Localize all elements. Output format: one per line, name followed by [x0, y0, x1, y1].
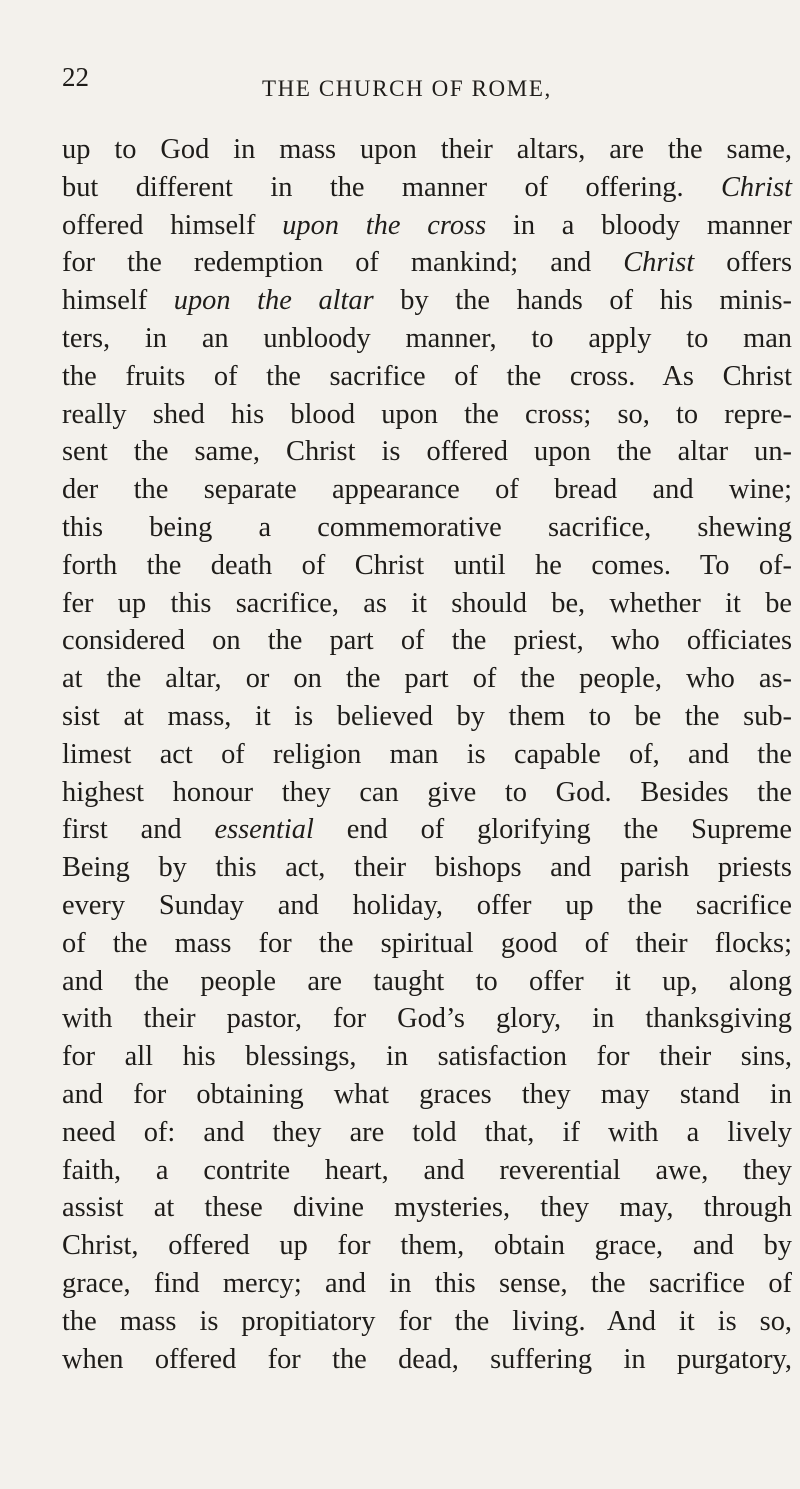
- italic-phrase: Christ: [720, 171, 792, 203]
- text-line: [62, 887, 792, 925]
- text-line: [62, 622, 792, 660]
- text-line: [62, 698, 792, 736]
- text-run: first and: [62, 814, 215, 846]
- text-run: offered himself: [62, 209, 283, 241]
- text-run: at the altar, or on the part of the people, who as-: [62, 663, 792, 695]
- running-title: THE CHURCH OF ROME,: [262, 76, 552, 101]
- text-run: forth the death of Christ until he comes. To of-: [62, 549, 792, 581]
- text-run: highest honour they can give to God. Besides the: [62, 776, 792, 808]
- text-line: [62, 1265, 792, 1303]
- text-line: [62, 396, 792, 434]
- text-run: himself: [62, 285, 174, 317]
- text-line: [62, 244, 792, 282]
- text-run: Christ, offered up for them, obtain grace, and by: [62, 1230, 792, 1262]
- text-run: when offered for the dead, suffering in purgatory,: [62, 1343, 792, 1375]
- text-run: this being a commemorative sacrifice, shewing: [62, 511, 792, 543]
- text-run: assist at these divine mysteries, they may, through: [62, 1192, 792, 1224]
- text-run: Being by this act, their bishops and parish priests: [62, 852, 792, 884]
- text-run: by the hands of his minis-: [373, 285, 792, 317]
- text-line: [62, 925, 792, 963]
- text-run: sist at mass, it is believed by them to be the sub-: [62, 700, 792, 732]
- text-line: [62, 1000, 792, 1038]
- text-line: [62, 131, 792, 169]
- text-run: for all his blessings, in satisfaction for their sins,: [62, 1041, 792, 1073]
- text-run: the mass is propitiatory for the living. And it is so,: [62, 1305, 792, 1337]
- text-line: [62, 736, 792, 774]
- text-line: [62, 1303, 792, 1341]
- text-run: but different in the manner of offering.: [62, 171, 721, 203]
- text-run: grace, find mercy; and in this sense, the sacrifice of: [62, 1267, 792, 1299]
- text-line: [62, 849, 792, 887]
- text-line: [62, 1189, 792, 1227]
- text-line: [62, 1152, 792, 1190]
- text-run: really shed his blood upon the cross; so, to repre-: [62, 398, 792, 430]
- text-line: [62, 169, 792, 207]
- text-line: [62, 774, 792, 812]
- text-line: [62, 358, 792, 396]
- text-line: [62, 963, 792, 1001]
- italic-phrase: essential: [214, 814, 314, 846]
- text-line: [62, 433, 792, 471]
- text-run: and the people are taught to offer it up, along: [62, 965, 792, 997]
- text-run: der the separate appearance of bread and wine;: [62, 474, 792, 506]
- text-run: considered on the part of the priest, who officiates: [62, 625, 792, 657]
- text-line: [62, 585, 792, 623]
- text-line: [62, 207, 792, 245]
- text-run: faith, a contrite heart, and reverential awe, they: [62, 1154, 792, 1186]
- text-line: [62, 509, 792, 547]
- page-number: 22: [62, 62, 89, 92]
- text-line: [62, 1341, 792, 1379]
- text-line: [62, 1227, 792, 1265]
- text-run: for the redemption of mankind; and: [62, 247, 624, 279]
- text-line: [62, 660, 792, 698]
- text-run: ters, in an unbloody manner, to apply to man: [62, 322, 792, 354]
- text-run: offers: [694, 247, 792, 279]
- text-run: the fruits of the sacrifice of the cross. As Christ: [62, 360, 792, 392]
- text-run: of the mass for the spiritual good of their flocks;: [62, 927, 792, 959]
- text-run: need of: and they are told that, if with a lively: [62, 1116, 792, 1148]
- text-run: up to God in mass upon their altars, are the same,: [62, 134, 792, 165]
- text-run: sent the same, Christ is offered upon the altar un-: [62, 436, 792, 468]
- text-line: [62, 1038, 792, 1076]
- text-line: [62, 1114, 792, 1152]
- text-line: [62, 471, 792, 509]
- text-line: [62, 1076, 792, 1114]
- text-run: end of glorifying the Supreme: [313, 814, 792, 846]
- italic-phrase: Christ: [623, 247, 695, 279]
- text-run: every Sunday and holiday, offer up the sacrifice: [62, 889, 792, 921]
- text-line: [62, 282, 792, 320]
- text-run: in a bloody manner: [486, 209, 792, 241]
- text-run: and for obtaining what graces they may stand in: [62, 1078, 792, 1110]
- text-line: [62, 811, 792, 849]
- italic-phrase: upon the altar: [173, 285, 374, 317]
- body-text: [62, 131, 792, 1378]
- text-run: with their pastor, for God’s glory, in thanksgiving: [62, 1003, 792, 1035]
- text-run: limest act of religion man is capable of, and the: [62, 738, 792, 770]
- italic-phrase: upon the cross: [282, 209, 487, 241]
- text-line: [62, 547, 792, 585]
- text-line: [62, 320, 792, 358]
- running-head: [62, 62, 782, 102]
- text-run: fer up this sacrifice, as it should be, whether it be: [62, 587, 792, 619]
